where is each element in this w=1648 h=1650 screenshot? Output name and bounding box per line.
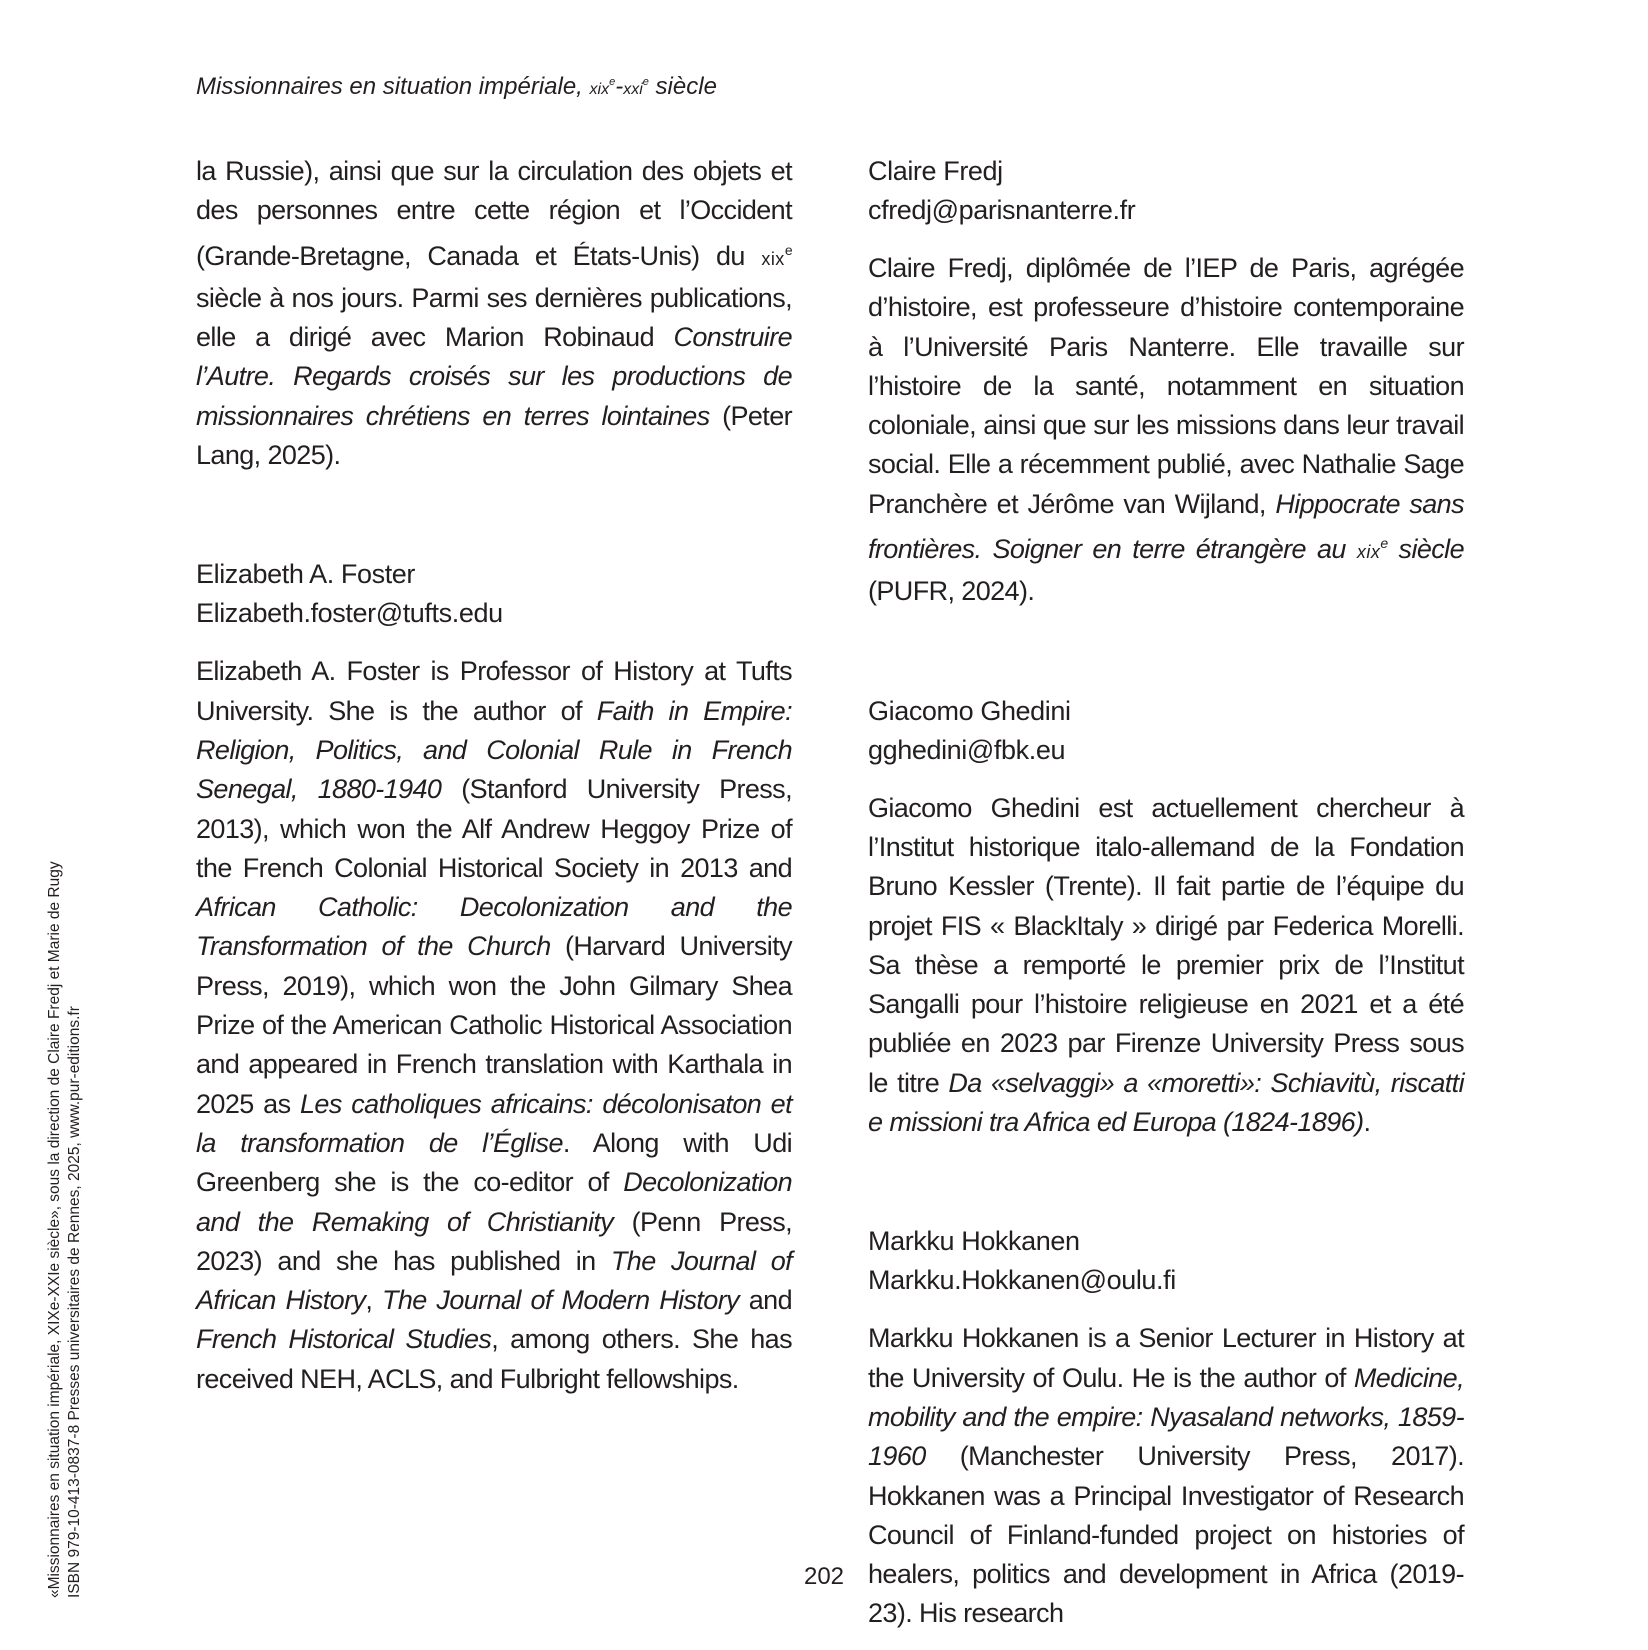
contributor-name: Giacomo Ghedini bbox=[868, 695, 1071, 726]
contributor-entry-fredj bbox=[868, 152, 1464, 612]
contributor-bio: Claire Fredj, diplômée de l’IEP de Paris, agrégée d’histoire, est professeure d’histoire contemporaine à l’Université Paris Nanterre. Elle travaille sur l’histoire de la santé, notamment en situation coloniale, ainsi que sur les missions dans leur travail social. Elle a récemment publié, avec Nathalie Sage Pranchère et Jérôme van Wijland, Hippocrate sans frontières. Soigner en terre étrangère au xix$^e$ siècle (PUFR, 2024). bbox=[868, 253, 1464, 607]
contributor-entry-ghedini bbox=[868, 692, 1464, 1143]
contributor-name: Elizabeth A. Foster bbox=[196, 559, 416, 590]
page-number: 202 bbox=[803, 1563, 845, 1590]
contributor-name: Markku Hokkanen bbox=[868, 1226, 1080, 1257]
continuation-paragraph: la Russie), ainsi que sur la circulation des objets et des personnes entre cette région et l’Occident (Grande-Bretagne, Canada et États-Unis) du xix$^e$ siècle à nos jours. Parmi ses dernières publications, elle a dirigé avec Marion Robinaud Construire l’Autre. Regards croisés sur les productions de missionnaires chrétiens en terres lointaines (Peter Lang, 2025). bbox=[196, 156, 792, 471]
side-credit bbox=[45, 861, 84, 1598]
contributor-email: gghedini@fbk.eu bbox=[868, 734, 1066, 765]
running-head: Missionnaires en situation impériale, xix$^e$-xxi$^e$ siècle bbox=[196, 73, 717, 100]
contributor-bio: Elizabeth A. Foster is Professor of History at Tufts University. She is the author of Faith in Empire: Religion, Politics, and Colonial Rule in French Senegal, 1880-1940 (Stanford University Press, 2013), which won the Alf Andrew Heggoy Prize of the French Colonial Historical Society in 2013 and African Catholic: Decolonization and the Transformation of the Church (Harvard University Press, 2019), which won the John Gilmary Shea Prize of the American Catholic Historical Association and appeared in French translation with Karthala in 2025 as Les catholiques africains: décolonisaton et la transformation de l’Église. Along with Udi Greenberg she is the co-editor of Decolonization and the Remaking of Christianity (Penn Press, 2023) and she has published in The Journal of African History, The Journal of Modern History and French Historical Studies, among others. She has received NEH, ACLS, and Fulbright fellowships. bbox=[196, 656, 793, 1394]
contributor-entry-foster bbox=[196, 555, 792, 1399]
contributor-bio: Markku Hokkanen is a Senior Lecturer in History at the University of Oulu. He is the author of Medicine, mobility and the empire: Nyasaland networks, 1859-1960 (Manchester University Press, 2017). Hokkanen was a Principal Investigator of Research Council of Finland-funded project on histories of healers, politics and development in Africa (2019-23). His research bbox=[868, 1323, 1464, 1629]
side-credit-line-1: «Missionnaires en situation impériale, XIXe-XXIe siècle», sous la direction de Claire Fredj et Marie de Rugy bbox=[46, 861, 63, 1598]
contributor-email: Elizabeth.foster@tufts.edu bbox=[196, 598, 503, 629]
right-column bbox=[868, 152, 1464, 1634]
contributor-email: Markku.Hokkanen@oulu.fi bbox=[868, 1265, 1176, 1296]
contributor-bio: Giacomo Ghedini est actuellement chercheur à l’Institut historique italo-allemand de la Fondation Bruno Kessler (Trente). Il fait partie de l’équipe du projet FIS « BlackItaly » dirigé par Federica Morelli. Sa thèse a remporté le premier prix de l’Institut Sangalli pour l’histoire religieuse en 2021 et a été publiée en 2023 par Firenze University Press sous le titre Da «selvaggi» a «moretti»: Schiavitù, riscatti e missioni tra Africa ed Europa (1824-1896). bbox=[868, 792, 1464, 1138]
side-credit-line-2: ISBN 979-10-413-0837-8 Presses universitaires de Rennes, 2025, www.pur-editions.fr bbox=[65, 1006, 83, 1598]
left-column bbox=[196, 152, 792, 1399]
contributor-name: Claire Fredj bbox=[868, 156, 1003, 186]
contributor-email: cfredj@parisnanterre.fr bbox=[868, 195, 1136, 225]
